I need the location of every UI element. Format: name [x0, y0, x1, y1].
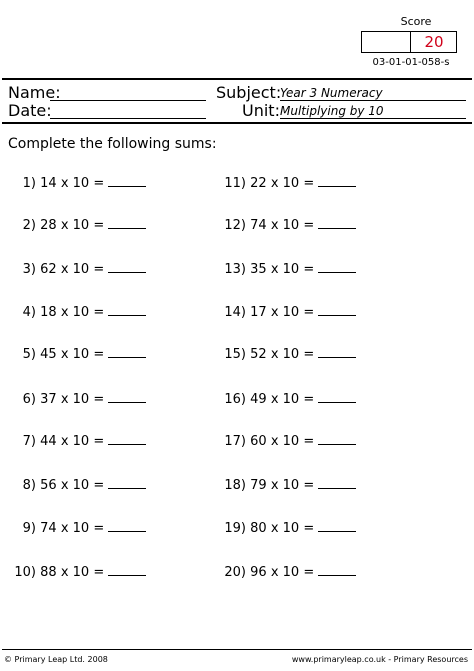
sum-item: 10) 88 x 10 =: [12, 565, 146, 580]
unit-value: Multiplying by 10: [280, 104, 466, 119]
answer-blank[interactable]: [108, 478, 146, 489]
answer-blank[interactable]: [318, 392, 356, 403]
header-bottom-rule: [2, 122, 472, 124]
sum-item: 12) 74 x 10 =: [222, 218, 356, 233]
subject-value: Year 3 Numeracy: [280, 86, 466, 101]
sum-item: 7) 44 x 10 =: [12, 434, 146, 449]
answer-blank[interactable]: [318, 434, 356, 445]
answer-blank[interactable]: [108, 565, 146, 576]
sum-item: 17) 60 x 10 =: [222, 434, 356, 449]
answer-blank[interactable]: [108, 434, 146, 445]
sum-item: 15) 52 x 10 =: [222, 347, 356, 362]
header-top-rule: [2, 78, 472, 80]
subject-label: Subject:: [216, 83, 282, 102]
sum-item: 19) 80 x 10 =: [222, 521, 356, 536]
answer-blank[interactable]: [108, 218, 146, 229]
sum-item: 11) 22 x 10 =: [222, 176, 356, 191]
answer-blank[interactable]: [318, 347, 356, 358]
score-label: Score: [400, 15, 432, 28]
answer-blank[interactable]: [108, 347, 146, 358]
reference-code: 03-01-01-058-s: [372, 57, 450, 68]
answer-blank[interactable]: [108, 176, 146, 187]
score-box: [361, 31, 457, 53]
answer-blank[interactable]: [318, 262, 356, 273]
answer-blank[interactable]: [318, 521, 356, 532]
sum-item: 5) 45 x 10 =: [12, 347, 146, 362]
answer-blank[interactable]: [318, 218, 356, 229]
date-field[interactable]: [50, 104, 206, 119]
sum-item: 4) 18 x 10 =: [12, 305, 146, 320]
answer-blank[interactable]: [108, 305, 146, 316]
date-label: Date:: [8, 101, 52, 120]
name-field[interactable]: [50, 86, 206, 101]
sum-item: 3) 62 x 10 =: [12, 262, 146, 277]
answer-blank[interactable]: [108, 521, 146, 532]
answer-blank[interactable]: [318, 176, 356, 187]
score-value: 20: [410, 32, 457, 52]
sum-item: 16) 49 x 10 =: [222, 392, 356, 407]
answer-blank[interactable]: [318, 305, 356, 316]
footer-rule: [2, 649, 472, 650]
sum-item: 9) 74 x 10 =: [12, 521, 146, 536]
footer-site[interactable]: www.primaryleap.co.uk - Primary Resources: [291, 655, 468, 664]
sum-item: 8) 56 x 10 =: [12, 478, 146, 493]
unit-label: Unit:: [242, 101, 280, 120]
sum-item: 14) 17 x 10 =: [222, 305, 356, 320]
sum-item: 6) 37 x 10 =: [12, 392, 146, 407]
sum-item: 18) 79 x 10 =: [222, 478, 356, 493]
sum-item: 13) 35 x 10 =: [222, 262, 356, 277]
answer-blank[interactable]: [318, 565, 356, 576]
answer-blank[interactable]: [108, 262, 146, 273]
instructions: Complete the following sums:: [8, 136, 217, 152]
answer-blank[interactable]: [318, 478, 356, 489]
answer-blank[interactable]: [108, 392, 146, 403]
footer-copyright: © Primary Leap Ltd. 2008: [4, 655, 108, 664]
name-label: Name:: [8, 83, 61, 102]
sum-item: 20) 96 x 10 =: [222, 565, 356, 580]
sum-item: 1) 14 x 10 =: [12, 176, 146, 191]
sum-item: 2) 28 x 10 =: [12, 218, 146, 233]
